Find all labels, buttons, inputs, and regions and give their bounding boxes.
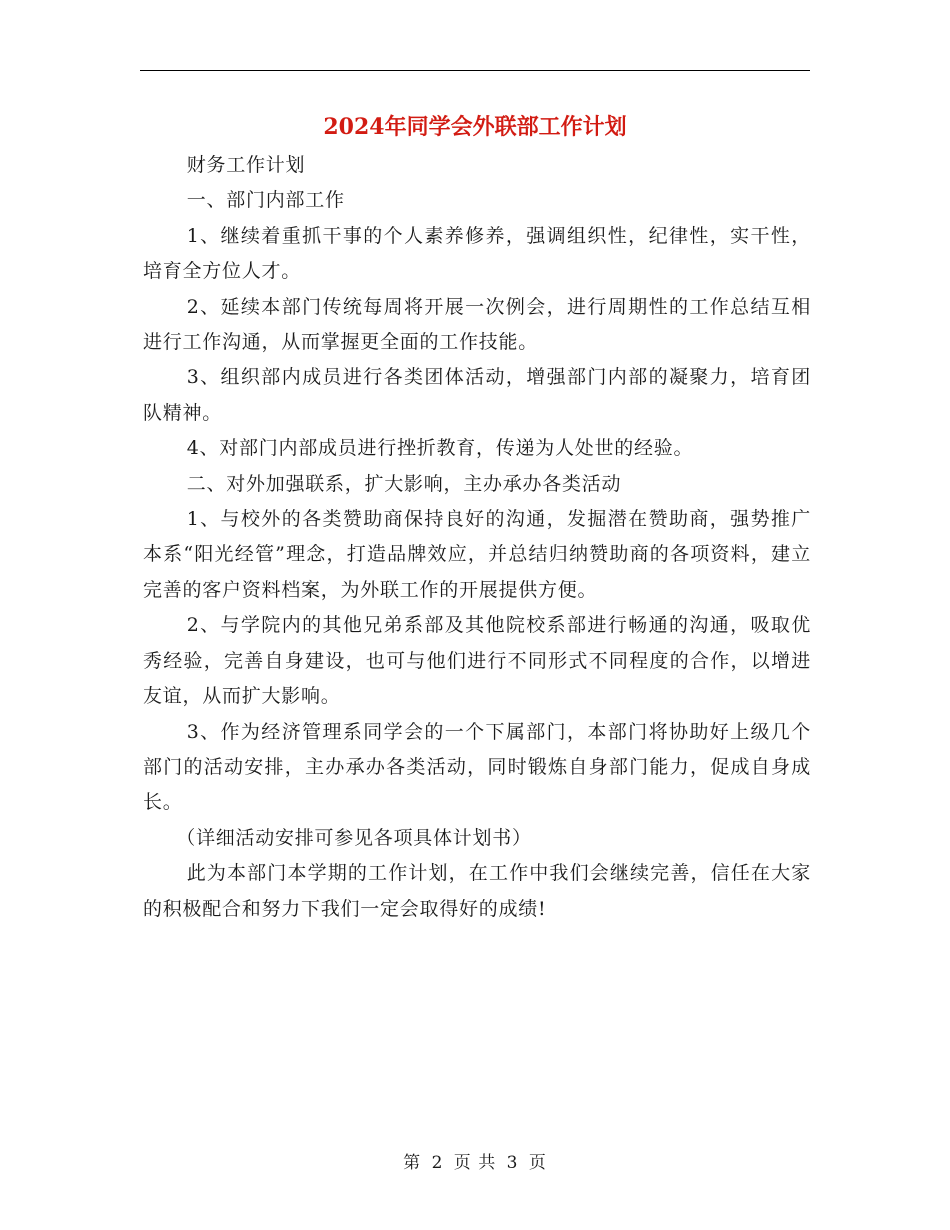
page-footer: [140, 1150, 810, 1176]
footer-middle: 页 共: [453, 1153, 497, 1173]
header-rule: [140, 70, 810, 71]
paragraph-note: （详细活动安排可参见各项具体计划书）: [176, 826, 532, 849]
paragraph-external-item-3: 3、作为经济管理系同学会的一个下属部门，本部门将协助好上级几个部门的活动安排，主办承办各类活动，同时锻炼自身部门能力，促成自身成长。: [143, 720, 811, 814]
paragraph-part-two-heading: 二、对外加强联系，扩大影响，主办承办各类活动: [186, 472, 622, 495]
paragraph-closing: 此为本部门本学期的工作计划，在工作中我们会继续完善，信任在大家的积极配合和努力下我们一定会取得好的成绩!: [143, 862, 811, 920]
paragraph-external-item-1: 1、与校外的各类赞助商保持良好的沟通，发掘潜在赞助商，强势推广本系“阳光经管”理念，打造品牌效应，并总结归纳赞助商的各项资料，建立完善的客户资料档案，为外联工作的开展提供方便。: [143, 508, 811, 601]
document-title: 2024年同学会外联部工作计划: [323, 114, 627, 140]
paragraph-section-heading: 财务工作计划: [186, 154, 306, 176]
paragraph-external-item-2: 2、与学院内的其他兄弟系部及其他院校系部进行畅通的沟通，吸取优秀经验，完善自身建设，也可与他们进行不同形式不同程度的合作，以增进友谊，从而扩大影响。: [143, 614, 811, 708]
footer-total-pages: 3: [506, 1153, 519, 1173]
paragraph-item-4: 4、对部门内部成员进行挫折教育，传递为人处世的经验。: [186, 437, 694, 460]
footer-prefix: 第: [403, 1153, 422, 1173]
document-body: [143, 148, 811, 927]
paragraph-part-one-heading: 一、部门内部工作: [186, 189, 345, 212]
footer-current-page: 2: [431, 1153, 444, 1173]
paragraph-item-1: 1、继续着重抓干事的个人素养修养，强调组织性，纪律性，实干性，培育全方位人才。: [143, 224, 811, 283]
footer-suffix: 页: [528, 1153, 547, 1173]
paragraph-item-2: 2、延续本部门传统每周将开展一次例会，进行周期性的工作总结互相进行工作沟通，从而掌握更全面的工作技能。: [143, 295, 811, 354]
paragraph-item-3: 3、组织部内成员进行各类团体活动，增强部门内部的凝聚力，培育团队精神。: [143, 366, 811, 424]
